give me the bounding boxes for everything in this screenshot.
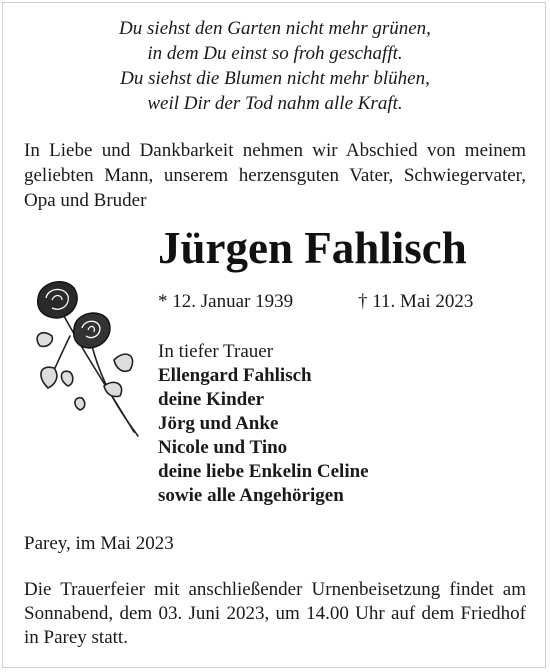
poem-line: Du siehst die Blumen nicht mehr blühen,: [120, 68, 430, 89]
poem-line: Du siehst den Garten nicht mehr grünen,: [119, 18, 431, 39]
mourner: Nicole und Tino: [158, 437, 288, 458]
service-info: [24, 578, 526, 650]
place-date: Parey, im Mai 2023: [24, 533, 174, 554]
mourner: Jörg und Anke: [158, 413, 279, 434]
service-line: Die Trauerfeier mit anschließender Urnenbeisetzung findet am: [24, 579, 526, 600]
service-line: Sonnabend, dem 03. Juni 2023, um 14.00 Uhr auf dem Friedhof: [24, 603, 526, 624]
mourning-intro: In tiefer Trauer: [158, 341, 274, 362]
mourners-block: [158, 340, 369, 508]
mourner: deine Kinder: [158, 389, 265, 410]
deceased-name: Jürgen Fahlisch: [158, 223, 467, 273]
death-date: † 11. Mai 2023: [358, 291, 474, 312]
poem: [0, 16, 550, 116]
intro-line: Opa und Bruder: [24, 190, 147, 211]
intro-line: In Liebe und Dankbarkeit nehmen wir Abschied von meinem: [24, 140, 526, 161]
service-line: in Parey statt.: [24, 627, 128, 648]
birth-date: * 12. Januar 1939: [158, 291, 294, 312]
mourner: sowie alle Angehörigen: [158, 485, 344, 506]
mourner: Ellengard Fahlisch: [158, 365, 312, 386]
mourner: deine liebe Enkelin Celine: [158, 461, 369, 482]
poem-line: in dem Du einst so froh geschafft.: [147, 43, 403, 64]
roses-icon: [30, 276, 142, 438]
intro-line: geliebten Mann, unserem herzensguten Vater, Schwiegervater,: [24, 165, 526, 186]
intro-text: [24, 138, 526, 213]
poem-line: weil Dir der Tod nahm alle Kraft.: [147, 93, 403, 114]
